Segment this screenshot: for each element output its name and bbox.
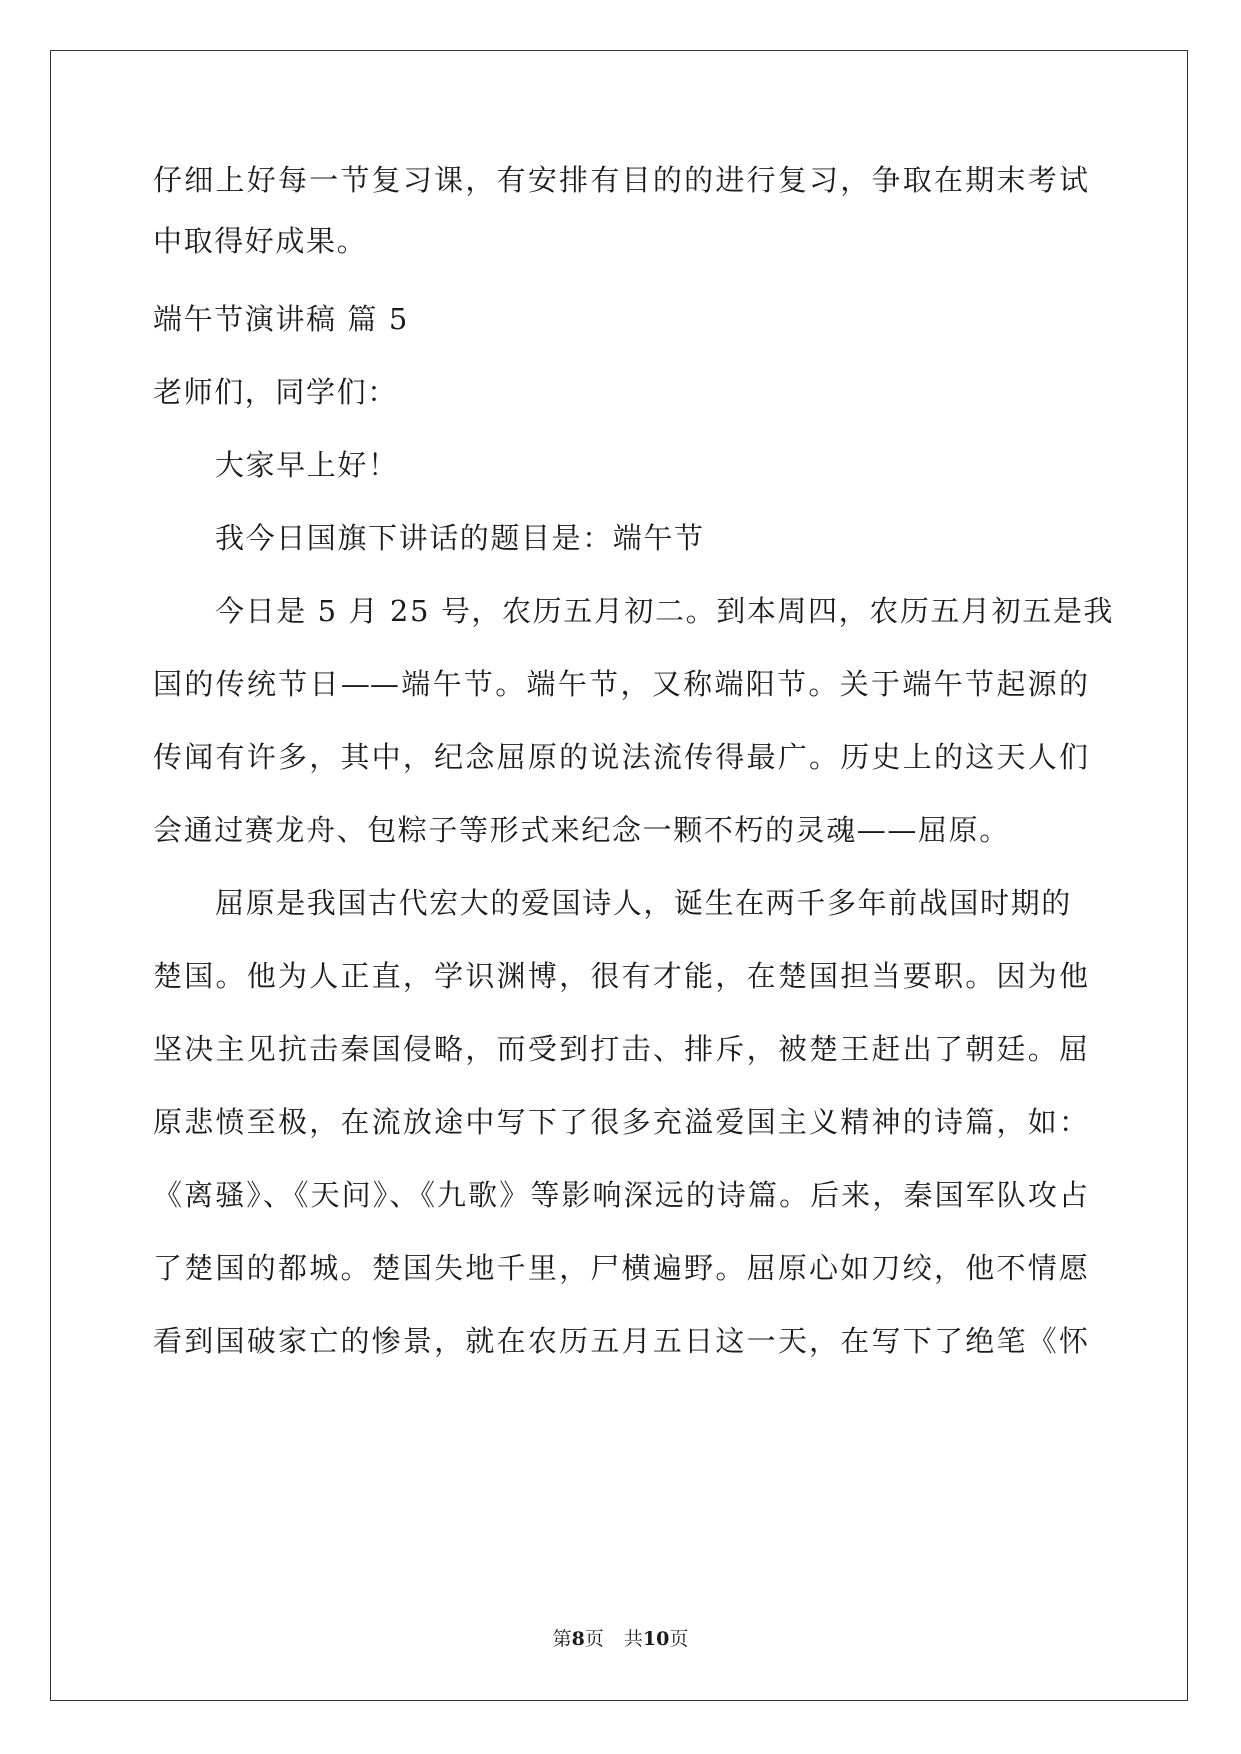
text-line: 坚决主见抗击秦国侵略，而受到打击、排斥，被楚王赶出了朝廷。屈 <box>153 1032 1088 1066</box>
page-footer <box>0 1626 1241 1652</box>
page-border <box>50 50 1188 1701</box>
total-pages: 10 <box>642 1628 670 1650</box>
total-prefix: 共 <box>623 1628 643 1650</box>
section-heading: 端午节演讲稿 篇 5 <box>153 302 409 336</box>
text-line: 楚国。他为人正直，学识渊博，很有才能，在楚国担当要职。因为他 <box>153 959 1088 993</box>
greeting: 大家早上好！ <box>215 448 399 482</box>
text-line: 《离骚》、《天问》、《九歌》等影响深远的诗篇。后来，秦国军队攻占 <box>153 1178 1088 1212</box>
text-line: 传闻有许多，其中，纪念屈原的说法流传得最广。历史上的这天人们 <box>153 740 1088 774</box>
total-suffix: 页 <box>669 1628 689 1650</box>
page-suffix: 页 <box>584 1628 604 1650</box>
page-prefix: 第 <box>552 1628 572 1650</box>
text-line: 会通过赛龙舟、包粽子等形式来纪念一颗不朽的灵魂——屈原。 <box>153 813 1010 847</box>
text-line: 中取得好成果。 <box>153 224 368 258</box>
text-line: 国的传统节日——端午节。端午节，又称端阳节。关于端午节起源的 <box>153 667 1088 701</box>
text-line: 今日是 5 月 25 号，农历五月初二。到本周四，农历五月初五是我 <box>215 594 1115 628</box>
text-line: 仔细上好每一节复习课，有安排有目的的进行复习，争取在期末考试 <box>153 163 1088 197</box>
text-line: 看到国破家亡的惨景，就在农历五月五日这一天，在写下了绝笔《怀 <box>153 1324 1088 1358</box>
text-line: 原悲愤至极，在流放途中写下了很多充溢爱国主义精神的诗篇，如： <box>153 1105 1088 1139</box>
page-number: 8 <box>571 1628 585 1650</box>
speech-topic: 我今日国旗下讲话的题目是：端午节 <box>215 521 705 555</box>
text-line: 屈原是我国古代宏大的爱国诗人，诞生在两千多年前战国时期的 <box>215 886 1072 920</box>
text-line: 了楚国的都城。楚国失地千里，尸横遍野。屈原心如刀绞，他不情愿 <box>153 1251 1088 1285</box>
salutation: 老师们，同学们： <box>153 375 398 409</box>
